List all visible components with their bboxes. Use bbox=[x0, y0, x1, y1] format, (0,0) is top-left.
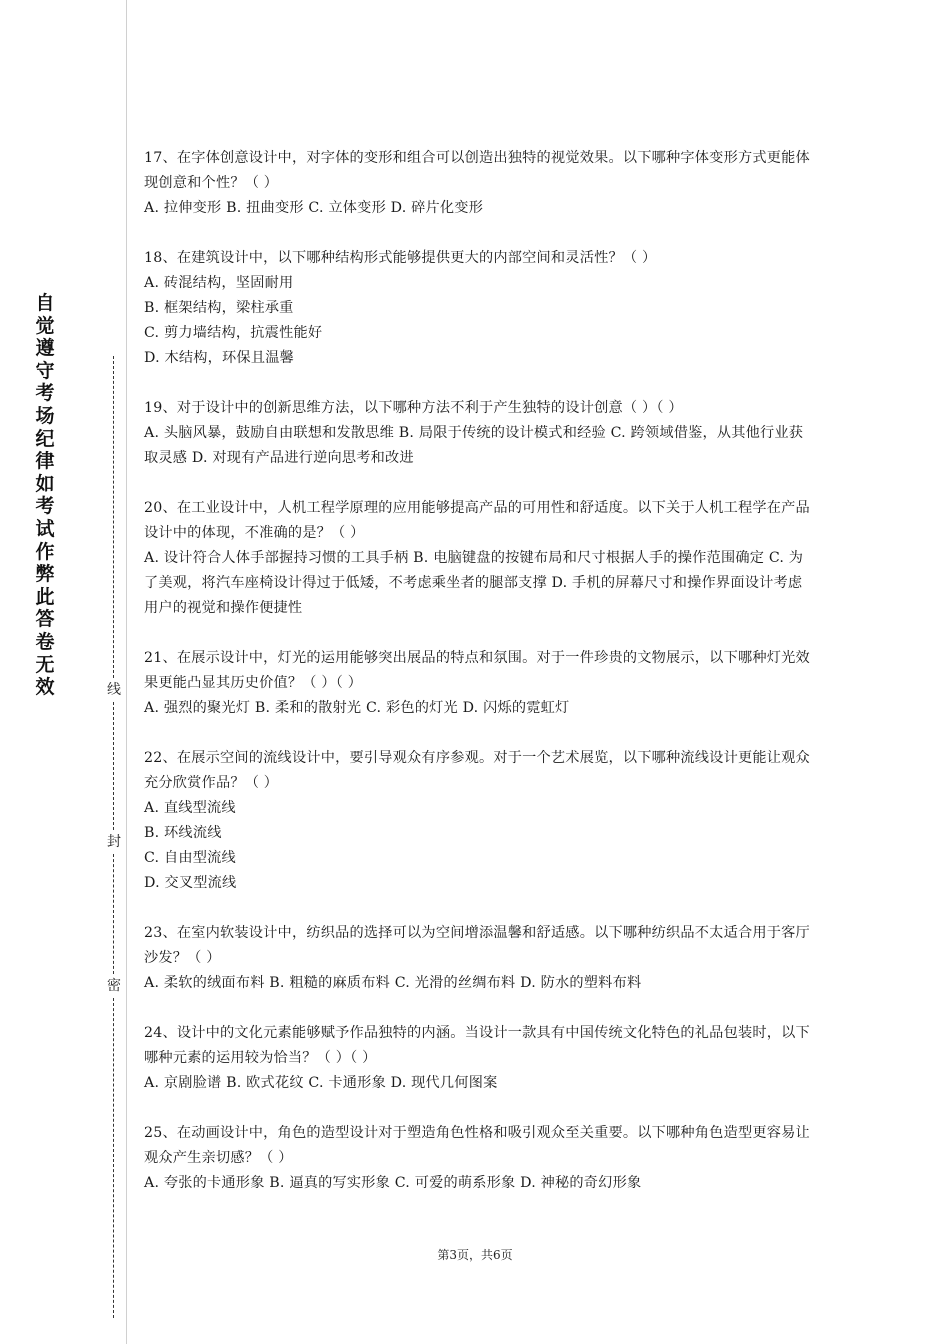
question-stem: 25、在动画设计中，角色的造型设计对于塑造角色性格和吸引观众至关重要。以下哪种角色造型更容易让观众产生亲切感？（ ） bbox=[144, 1125, 810, 1166]
option-c: C. 自由型流线 bbox=[144, 850, 236, 866]
option-b: B. 框架结构，梁柱承重 bbox=[144, 300, 294, 316]
question-23 bbox=[144, 921, 810, 996]
question-options: A. 头脑风暴，鼓励自由联想和发散思维 B. 局限于传统的设计模式和经验 C. 跨领域借鉴，从其他行业获取灵感 D. 对现有产品进行逆向思考和改进 bbox=[144, 425, 804, 466]
question-stem: 17、在字体创意设计中，对字体的变形和组合可以创造出独特的视觉效果。以下哪种字体变形方式更能体现创意和个性？（ ） bbox=[144, 150, 810, 191]
option-d: D. 交叉型流线 bbox=[144, 875, 237, 891]
question-stem: 22、在展示空间的流线设计中，要引导观众有序参观。对于一个艺术展览，以下哪种流线设计更能让观众充分欣赏作品？（ ） bbox=[144, 750, 810, 791]
question-stem: 24、设计中的文化元素能够赋予作品独特的内涵。当设计一款具有中国传统文化特色的礼品包装时，以下哪种元素的运用较为恰当？（ ）（ ） bbox=[144, 1025, 810, 1066]
question-19 bbox=[144, 396, 810, 471]
question-options: A. 京剧脸谱 B. 欧式花纹 C. 卡通形象 D. 现代几何图案 bbox=[144, 1075, 498, 1091]
option-d: D. 木结构，环保且温馨 bbox=[144, 350, 294, 366]
question-stem: 18、在建筑设计中，以下哪种结构形式能够提供更大的内部空间和灵活性？（ ） bbox=[144, 250, 657, 266]
question-25 bbox=[144, 1121, 810, 1196]
question-22 bbox=[144, 746, 810, 896]
question-17 bbox=[144, 146, 810, 221]
question-options: A. 拉伸变形 B. 扭曲变形 C. 立体变形 D. 碎片化变形 bbox=[144, 200, 484, 216]
seal-mark-mi: 密 bbox=[107, 978, 121, 994]
option-a: A. 直线型流线 bbox=[144, 800, 236, 816]
binding-line-dashed bbox=[113, 854, 114, 974]
option-c: C. 剪力墙结构，抗震性能好 bbox=[144, 325, 323, 341]
binding-line-dashed bbox=[113, 998, 114, 1318]
question-options: A. 夸张的卡通形象 B. 逼真的写实形象 C. 可爱的萌系形象 D. 神秘的奇幻形象 bbox=[144, 1175, 642, 1191]
question-stem: 20、在工业设计中，人机工程学原理的应用能够提高产品的可用性和舒适度。以下关于人机工程学在产品设计中的体现，不准确的是？（ ） bbox=[144, 500, 810, 541]
question-18 bbox=[144, 246, 810, 371]
option-b: B. 环线流线 bbox=[144, 825, 222, 841]
question-20 bbox=[144, 496, 810, 621]
binding-line-dashed bbox=[113, 702, 114, 830]
seal-mark-xian: 线 bbox=[107, 682, 121, 698]
margin-rule bbox=[126, 0, 127, 1344]
question-options: A. 设计符合人体手部握持习惯的工具手柄 B. 电脑键盘的按键布局和尺寸根据人手的操作范围确定 C. 为了美观，将汽车座椅设计得过于低矮，不考虑乘坐者的腿部支撑 D. 手机的屏幕尺寸和操作界面设计考虑用户的视觉和操作便捷性 bbox=[144, 550, 804, 616]
question-24 bbox=[144, 1021, 810, 1096]
question-options: A. 柔软的绒面布料 B. 粗糙的麻质布料 C. 光滑的丝绸布料 D. 防水的塑料布料 bbox=[144, 975, 642, 991]
question-stem: 19、对于设计中的创新思维方法，以下哪种方法不利于产生独特的设计创意（ ）（ ） bbox=[144, 400, 683, 416]
exam-discipline-notice: 自觉遵守考场纪律如考试作弊此答卷无效 bbox=[35, 292, 55, 699]
option-a: A. 砖混结构，坚固耐用 bbox=[144, 275, 294, 291]
question-options: A. 强烈的聚光灯 B. 柔和的散射光 C. 彩色的灯光 D. 闪烁的霓虹灯 bbox=[144, 700, 570, 716]
question-stem: 21、在展示设计中，灯光的运用能够突出展品的特点和氛围。对于一件珍贵的文物展示，以下哪种灯光效果更能凸显其历史价值？（ ）（ ） bbox=[144, 650, 810, 691]
page-number: 第3页，共6页 bbox=[437, 1248, 513, 1262]
question-21 bbox=[144, 646, 810, 721]
question-list bbox=[144, 146, 810, 1221]
question-stem: 23、在室内软装设计中，纺织品的选择可以为空间增添温馨和舒适感。以下哪种纺织品不太适合用于客厅沙发？（ ） bbox=[144, 925, 810, 966]
binding-line-dashed bbox=[113, 356, 114, 678]
seal-mark-feng: 封 bbox=[107, 834, 121, 850]
